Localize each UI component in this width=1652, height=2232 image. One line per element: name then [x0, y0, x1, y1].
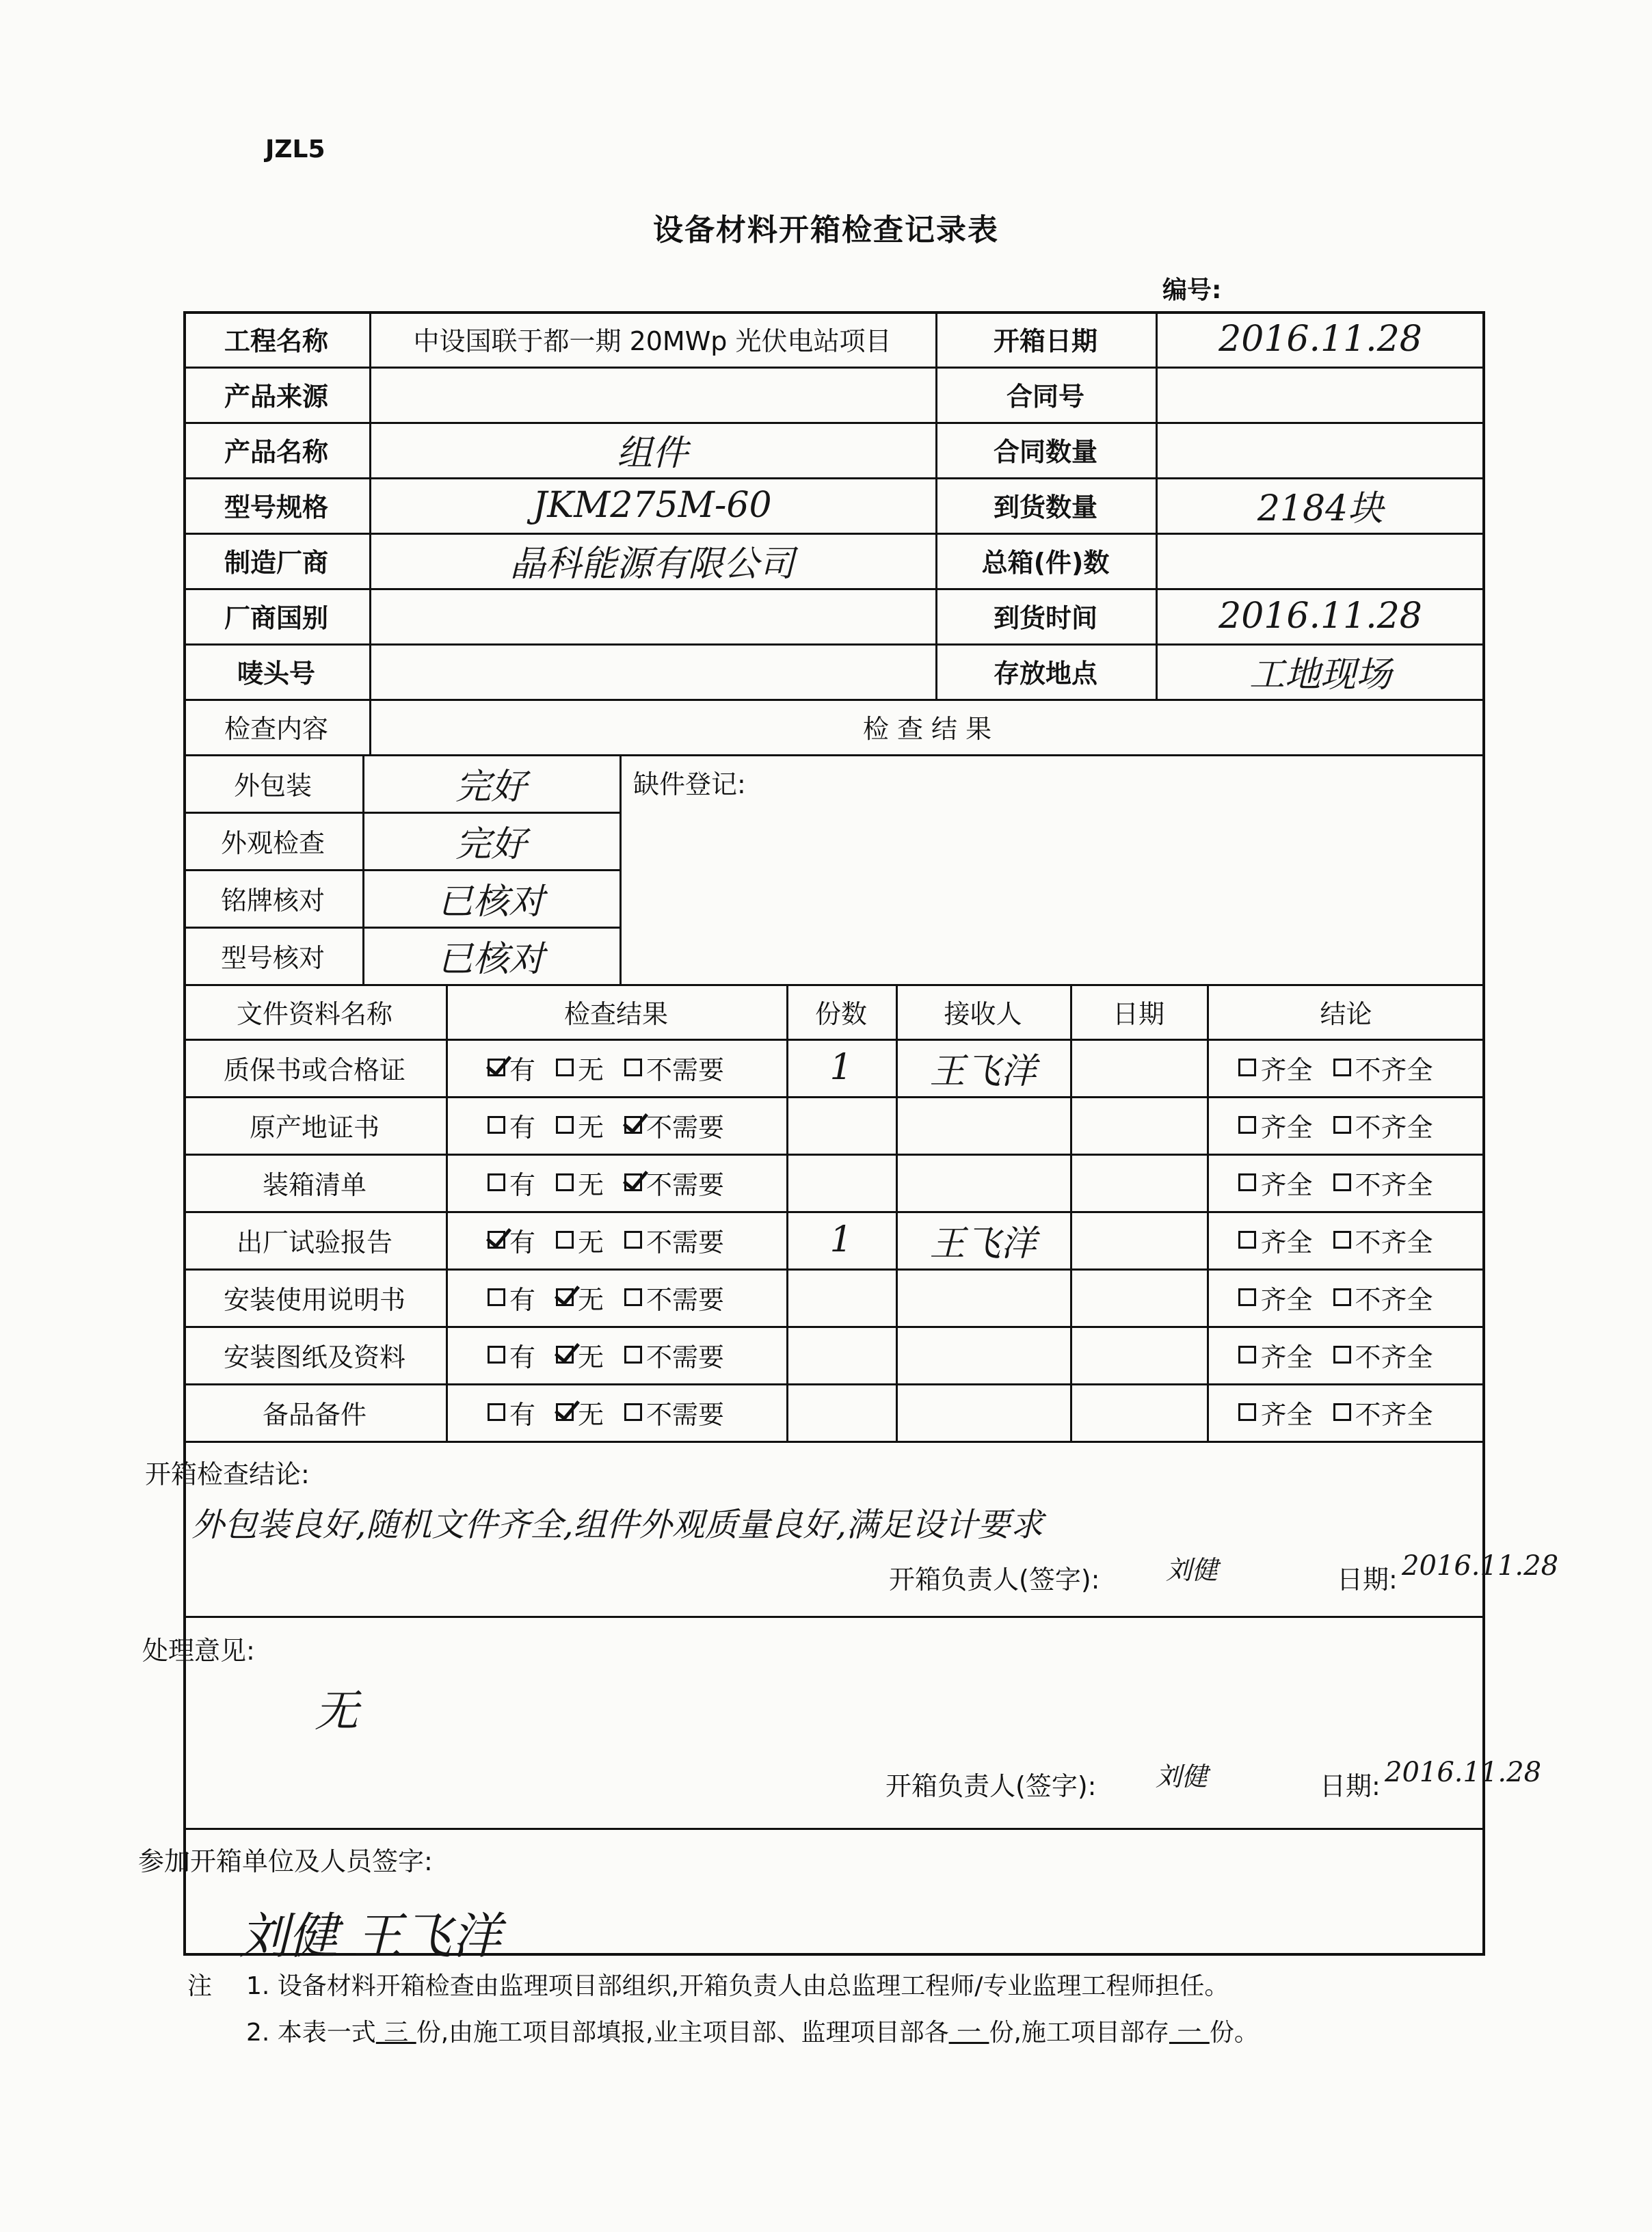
conclusion-checkbox-1[interactable] — [1333, 1049, 1433, 1087]
checkbox-label: 无 — [577, 1227, 604, 1258]
checkbox-box — [1333, 1173, 1351, 1191]
checkbox-1[interactable] — [556, 1221, 604, 1259]
doc-conclusion-options — [1207, 1154, 1485, 1211]
doc-date — [1070, 1211, 1207, 1268]
inspection-item-label: 铭牌核对 — [220, 885, 325, 916]
missing-parts-label: 缺件登记: — [633, 769, 746, 799]
checkbox-1[interactable] — [556, 1106, 604, 1144]
row-divider — [183, 1828, 1485, 1830]
field-value-right — [1156, 367, 1485, 422]
checkbox-box — [1333, 1403, 1351, 1421]
participants-signatures: 刘健 王飞洋 — [239, 1907, 501, 1965]
checkbox-box — [624, 1059, 642, 1076]
checkbox-box — [624, 1116, 642, 1134]
checkbox-box — [556, 1288, 574, 1306]
checkbox-2[interactable] — [624, 1221, 724, 1259]
opinion-sign-value: 刘健 — [1156, 1762, 1208, 1792]
checkbox-box — [1333, 1059, 1351, 1076]
checkbox-label: 不需要 — [646, 1169, 725, 1200]
checkbox-label: 不齐全 — [1355, 1227, 1433, 1258]
inspection-result-label: 检 查 结 果 — [862, 714, 992, 744]
checkbox-label: 有 — [509, 1169, 535, 1200]
doc-check-options — [446, 1039, 786, 1096]
field-label: 制造厂商 — [224, 548, 328, 578]
doc-copies — [786, 1268, 896, 1326]
field-value-right: 2184块 — [1257, 488, 1384, 529]
checkbox-2[interactable] — [624, 1336, 724, 1374]
conclusion-checkbox-1[interactable] — [1333, 1394, 1433, 1431]
checkbox-label: 无 — [577, 1399, 604, 1430]
doc-date — [1070, 1039, 1207, 1096]
field-label-right: 开箱日期 — [993, 326, 1097, 356]
doc-receiver: 王飞洋 — [929, 1050, 1037, 1092]
docs-header-3: 接收人 — [944, 998, 1022, 1029]
field-label: 产品来源 — [224, 382, 328, 412]
column-divider — [1156, 311, 1158, 699]
checkbox-2[interactable] — [624, 1164, 724, 1201]
conclusion-checkbox-1[interactable] — [1333, 1164, 1433, 1201]
field-value-right: 工地现场 — [1249, 654, 1391, 695]
field-label: 型号规格 — [224, 492, 328, 522]
doc-conclusion-options — [1207, 1039, 1485, 1096]
field-value: 中设国联于都一期 20MWp 光伏电站项目 — [413, 326, 892, 356]
doc-check-options — [446, 1154, 786, 1211]
conclusion-date-label: 日期: — [1337, 1565, 1398, 1595]
checkbox-box — [1238, 1346, 1256, 1364]
checkbox-box — [1238, 1116, 1256, 1134]
field-label-right: 合同数量 — [993, 437, 1097, 467]
checkbox-label: 有 — [509, 1112, 535, 1143]
note-part: 三 — [375, 2019, 416, 2047]
doc-copies: 1 — [829, 1047, 853, 1088]
checkbox-box — [624, 1231, 642, 1249]
opinion-date-label: 日期: — [1320, 1771, 1381, 1801]
field-label: 厂商国别 — [224, 603, 328, 633]
doc-name: 出厂试验报告 — [236, 1227, 392, 1258]
checkbox-box — [488, 1403, 505, 1421]
checkbox-label: 不需要 — [646, 1342, 725, 1372]
checkbox-1[interactable] — [556, 1279, 604, 1316]
checkbox-label: 齐全 — [1260, 1169, 1313, 1200]
doc-conclusion-options — [1207, 1383, 1485, 1441]
conclusion-checkbox-1[interactable] — [1333, 1106, 1433, 1144]
doc-receiver — [896, 1326, 1070, 1383]
doc-conclusion-options — [1207, 1211, 1485, 1268]
checkbox-box — [1333, 1346, 1351, 1364]
checkbox-0[interactable] — [488, 1221, 535, 1259]
note-part: 份,由施工项目部填报,业主项目部、监理项目部各 — [416, 2019, 949, 2047]
field-value: JKM275M-60 — [533, 484, 772, 526]
doc-name: 装箱清单 — [262, 1169, 367, 1200]
conclusion-checkbox-0[interactable] — [1238, 1221, 1312, 1259]
checkbox-1[interactable] — [556, 1164, 604, 1201]
field-label-right: 总箱(件)数 — [981, 548, 1110, 578]
checkbox-label: 无 — [577, 1169, 604, 1200]
doc-conclusion-options — [1207, 1268, 1485, 1326]
doc-check-options — [446, 1326, 786, 1383]
checkbox-box — [1238, 1231, 1256, 1249]
checkbox-2[interactable] — [624, 1106, 724, 1144]
doc-name: 安装使用说明书 — [223, 1284, 405, 1315]
checkbox-label: 无 — [577, 1284, 604, 1315]
inspection-item-value: 已核对 — [437, 881, 544, 922]
field-value — [369, 643, 935, 699]
note-part: 2. 本表一式 — [246, 2019, 376, 2047]
checkbox-label: 有 — [509, 1054, 535, 1085]
note-line-2 — [246, 2013, 1511, 2047]
checkbox-box — [624, 1403, 642, 1421]
doc-date — [1070, 1096, 1207, 1154]
checkbox-box — [556, 1346, 574, 1364]
checkbox-2[interactable] — [624, 1049, 724, 1087]
conclusion-checkbox-0[interactable] — [1238, 1164, 1312, 1201]
conclusion-checkbox-0[interactable] — [1238, 1049, 1312, 1087]
conclusion-checkbox-0[interactable] — [1238, 1279, 1312, 1316]
field-value — [369, 367, 935, 422]
conclusion-checkbox-0[interactable] — [1238, 1394, 1312, 1431]
conclusion-checkbox-1[interactable] — [1333, 1221, 1433, 1259]
checkbox-2[interactable] — [624, 1279, 724, 1316]
docs-header-1: 检查结果 — [563, 998, 668, 1029]
opinion-text: 无 — [315, 1686, 358, 1737]
conclusion-date-value: 2016.11.28 — [1402, 1550, 1559, 1582]
column-divider — [935, 311, 937, 699]
inspection-item-value: 完好 — [455, 823, 527, 865]
doc-date — [1070, 1268, 1207, 1326]
inspection-item-label: 外观检查 — [220, 827, 325, 858]
checkbox-label: 齐全 — [1260, 1342, 1313, 1372]
note-prefix: 注 — [187, 1972, 213, 2000]
field-value: 晶科能源有限公司 — [509, 544, 795, 585]
checkbox-box — [488, 1116, 505, 1134]
doc-date — [1070, 1326, 1207, 1383]
field-value-right — [1156, 533, 1485, 588]
checkbox-label: 不需要 — [646, 1399, 725, 1430]
checkbox-label: 无 — [577, 1342, 604, 1372]
checkbox-label: 不齐全 — [1355, 1054, 1433, 1085]
field-value: 组件 — [616, 433, 688, 474]
conclusion-checkbox-0[interactable] — [1238, 1336, 1312, 1374]
inspection-item-value: 完好 — [455, 766, 527, 808]
doc-date — [1070, 1383, 1207, 1441]
checkbox-box — [556, 1403, 574, 1421]
docs-header-2: 份数 — [814, 998, 867, 1029]
form-code: JZL5 — [265, 135, 325, 163]
checkbox-0[interactable] — [488, 1049, 535, 1087]
column-divider — [362, 754, 364, 984]
checkbox-label: 齐全 — [1260, 1399, 1313, 1430]
checkbox-label: 齐全 — [1260, 1054, 1313, 1085]
doc-date — [1070, 1154, 1207, 1211]
checkbox-box — [556, 1116, 574, 1134]
checkbox-box — [556, 1231, 574, 1249]
checkbox-label: 不齐全 — [1355, 1342, 1433, 1372]
checkbox-0[interactable] — [488, 1106, 535, 1144]
checkbox-box — [1238, 1059, 1256, 1076]
checkbox-label: 不需要 — [646, 1112, 725, 1143]
field-value-right — [1156, 422, 1485, 477]
conclusion-sign-value: 刘健 — [1166, 1555, 1218, 1585]
doc-conclusion-options — [1207, 1326, 1485, 1383]
note-line-1: 1. 设备材料开箱检查由监理项目部组织,开箱负责人由总监理工程师/专业监理工程师担任。 — [246, 1972, 1229, 2000]
checkbox-box — [488, 1173, 505, 1191]
checkbox-0[interactable] — [488, 1279, 535, 1316]
checkbox-2[interactable] — [624, 1394, 724, 1431]
note-part: 一 — [948, 2019, 989, 2047]
checkbox-label: 有 — [509, 1342, 535, 1372]
checkbox-box — [624, 1288, 642, 1306]
participants-label: 参加开箱单位及人员签字: — [138, 1846, 433, 1876]
checkbox-label: 齐全 — [1260, 1227, 1313, 1258]
checkbox-label: 无 — [577, 1054, 604, 1085]
column-divider — [369, 311, 371, 754]
field-label: 唛头号 — [237, 659, 315, 689]
checkbox-box — [1238, 1288, 1256, 1306]
checkbox-box — [1333, 1116, 1351, 1134]
doc-copies — [786, 1326, 896, 1383]
doc-receiver: 王飞洋 — [929, 1223, 1037, 1264]
checkbox-label: 有 — [509, 1227, 535, 1258]
checkbox-label: 有 — [509, 1399, 535, 1430]
checkbox-label: 不需要 — [646, 1054, 725, 1085]
field-label-right: 到货数量 — [993, 492, 1097, 522]
docs-header-4: 日期 — [1112, 998, 1164, 1029]
doc-check-options — [446, 1383, 786, 1441]
checkbox-label: 不齐全 — [1355, 1112, 1433, 1143]
opinion-date-value: 2016.11.28 — [1385, 1757, 1542, 1788]
doc-name: 质保书或合格证 — [223, 1054, 405, 1085]
opinion-label: 处理意见: — [142, 1636, 255, 1666]
checkbox-1[interactable] — [556, 1049, 604, 1087]
doc-copies — [786, 1154, 896, 1211]
doc-copies — [786, 1383, 896, 1441]
checkbox-box — [488, 1059, 505, 1076]
doc-name: 备品备件 — [262, 1399, 367, 1430]
doc-receiver — [896, 1268, 1070, 1326]
conclusion-checkbox-1[interactable] — [1333, 1336, 1433, 1374]
row-divider — [183, 1441, 1485, 1443]
checkbox-1[interactable] — [556, 1336, 604, 1374]
doc-conclusion-options — [1207, 1096, 1485, 1154]
conclusion-label: 开箱检查结论: — [145, 1459, 310, 1489]
conclusion-sign-label: 开箱负责人(签字): — [889, 1565, 1100, 1595]
checkbox-box — [488, 1288, 505, 1306]
note-part: 份。 — [1209, 2019, 1259, 2047]
doc-receiver — [896, 1096, 1070, 1154]
field-label-right: 合同号 — [1006, 382, 1084, 412]
conclusion-checkbox-0[interactable] — [1238, 1106, 1312, 1144]
inspection-item-label: 外包装 — [233, 770, 312, 801]
checkbox-label: 不需要 — [646, 1227, 725, 1258]
opinion-sign-label: 开箱负责人(签字): — [885, 1771, 1097, 1801]
checkbox-box — [1238, 1173, 1256, 1191]
inspection-item-label: 型号核对 — [220, 942, 325, 973]
checkbox-box — [624, 1346, 642, 1364]
checkbox-box — [1333, 1231, 1351, 1249]
inspection-item-value: 已核对 — [437, 938, 544, 980]
checkbox-box — [1333, 1288, 1351, 1306]
checkbox-box — [488, 1346, 505, 1364]
docs-header-5: 结论 — [1320, 998, 1372, 1029]
doc-name: 原产地证书 — [249, 1112, 379, 1143]
doc-copies — [786, 1096, 896, 1154]
checkbox-label: 不齐全 — [1355, 1399, 1433, 1430]
field-label-right: 到货时间 — [993, 603, 1097, 633]
checkbox-0[interactable] — [488, 1336, 535, 1374]
checkbox-0[interactable] — [488, 1394, 535, 1431]
column-divider — [620, 754, 622, 984]
doc-name: 安装图纸及资料 — [223, 1342, 405, 1372]
conclusion-text: 外包装良好,随机文件齐全,组件外观质量良好,满足设计要求 — [191, 1506, 1043, 1544]
doc-check-options — [446, 1268, 786, 1326]
conclusion-checkbox-1[interactable] — [1333, 1279, 1433, 1316]
checkbox-label: 齐全 — [1260, 1112, 1313, 1143]
doc-receiver — [896, 1383, 1070, 1441]
doc-copies: 1 — [829, 1219, 853, 1260]
field-value-right: 2016.11.28 — [1218, 318, 1422, 360]
checkbox-label: 有 — [509, 1284, 535, 1315]
checkbox-1[interactable] — [556, 1394, 604, 1431]
checkbox-0[interactable] — [488, 1164, 535, 1201]
page-title: 设备材料开箱检查记录表 — [653, 213, 999, 248]
checkbox-box — [488, 1231, 505, 1249]
checkbox-box — [556, 1059, 574, 1076]
field-value — [369, 588, 935, 643]
checkbox-label: 不齐全 — [1355, 1284, 1433, 1315]
checkbox-box — [624, 1173, 642, 1191]
doc-check-options — [446, 1211, 786, 1268]
checkbox-label: 不齐全 — [1355, 1169, 1433, 1200]
field-value-right: 2016.11.28 — [1218, 595, 1422, 637]
note-part: 份,施工项目部存 — [989, 2019, 1169, 2047]
field-label-right: 存放地点 — [993, 659, 1097, 689]
checkbox-label: 不需要 — [646, 1284, 725, 1315]
field-label: 产品名称 — [224, 437, 328, 467]
field-label: 工程名称 — [224, 326, 328, 356]
inspection-content-label: 检查内容 — [224, 714, 328, 744]
checkbox-box — [1238, 1403, 1256, 1421]
checkbox-label: 齐全 — [1260, 1284, 1313, 1315]
checkbox-box — [556, 1173, 574, 1191]
docs-header-0: 文件资料名称 — [236, 998, 392, 1029]
note-part: 一 — [1169, 2019, 1210, 2047]
checkbox-label: 无 — [577, 1112, 604, 1143]
row-divider — [183, 1616, 1485, 1618]
serial-label: 编号: — [1162, 276, 1222, 304]
doc-check-options — [446, 1096, 786, 1154]
doc-receiver — [896, 1154, 1070, 1211]
